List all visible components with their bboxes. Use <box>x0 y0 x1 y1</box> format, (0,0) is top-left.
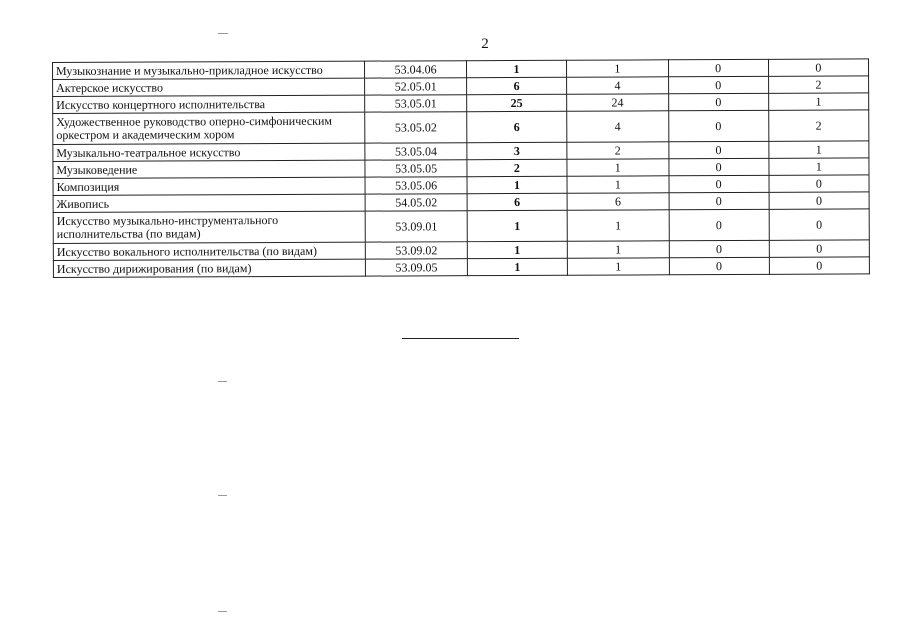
cell-col-b: 0 <box>669 240 769 257</box>
table-row <box>53 257 869 278</box>
cell-code: 53.05.06 <box>365 177 466 194</box>
cell-total: 1 <box>467 258 567 275</box>
cell-code: 53.05.05 <box>365 160 466 177</box>
cell-col-a: 4 <box>567 111 668 142</box>
cell-name: Живопись <box>53 194 366 212</box>
scan-mark <box>218 611 227 612</box>
cell-col-c: 1 <box>769 158 869 175</box>
cell-total: 6 <box>467 193 567 210</box>
scan-mark <box>218 33 228 34</box>
cell-col-c: 2 <box>768 110 868 141</box>
specialties-table <box>52 58 870 278</box>
cell-col-a: 24 <box>567 94 668 111</box>
cell-col-b: 0 <box>669 192 769 209</box>
cell-name: Актерское искусство <box>53 78 366 96</box>
cell-col-a: 1 <box>567 159 668 176</box>
cell-name: Музыкознание и музыкально-прикладное искусство <box>53 61 366 79</box>
cell-total: 1 <box>467 176 567 193</box>
scan-mark <box>218 381 227 382</box>
cell-col-a: 1 <box>567 60 668 77</box>
cell-col-a: 1 <box>567 210 668 241</box>
cell-col-b: 0 <box>669 175 769 192</box>
cell-total: 6 <box>466 111 567 142</box>
cell-code: 53.09.02 <box>366 242 467 259</box>
cell-name: Музыкально-театральное искусство <box>53 143 366 161</box>
cell-col-b: 0 <box>669 209 769 240</box>
scan-mark <box>218 495 227 496</box>
cell-col-a: 2 <box>567 142 668 159</box>
cell-col-c: 2 <box>768 76 868 93</box>
cell-name: Музыковедение <box>53 160 366 178</box>
cell-col-b: 0 <box>668 59 768 76</box>
cell-col-c: 1 <box>768 93 868 110</box>
cell-total: 2 <box>467 159 567 176</box>
cell-code: 53.04.06 <box>365 61 466 78</box>
table-row <box>53 110 869 145</box>
cell-col-a: 1 <box>567 176 668 193</box>
cell-total: 1 <box>467 210 568 241</box>
cell-code: 53.05.04 <box>365 143 466 160</box>
cell-col-b: 0 <box>669 257 769 274</box>
end-rule <box>402 338 519 339</box>
cell-col-b: 0 <box>668 158 768 175</box>
cell-col-b: 0 <box>668 110 768 141</box>
cell-code: 53.09.05 <box>366 259 467 276</box>
cell-total: 3 <box>467 142 567 159</box>
cell-name: Искусство дирижирования (по видам) <box>53 259 366 277</box>
cell-col-c: 1 <box>769 141 869 158</box>
cell-total: 1 <box>467 241 567 258</box>
cell-code: 53.05.01 <box>365 95 466 112</box>
cell-total: 25 <box>466 94 566 111</box>
cell-name: Искусство музыкально-инструментального исполнительства (по видам) <box>53 211 366 243</box>
cell-code: 52.05.01 <box>365 78 466 95</box>
cell-code: 54.05.02 <box>366 194 467 211</box>
cell-col-c: 0 <box>769 240 869 257</box>
table-body <box>53 59 870 278</box>
cell-name: Композиция <box>53 177 366 195</box>
page-number: 2 <box>481 36 489 52</box>
cell-col-c: 0 <box>768 59 868 76</box>
cell-total: 1 <box>466 60 566 77</box>
cell-code: 53.09.01 <box>366 211 467 242</box>
cell-col-c: 0 <box>769 257 869 274</box>
cell-col-a: 1 <box>568 258 669 275</box>
cell-total: 6 <box>466 77 566 94</box>
cell-col-b: 0 <box>668 76 768 93</box>
cell-code: 53.05.02 <box>365 112 466 143</box>
cell-name: Искусство вокального исполнительства (по видам) <box>53 242 366 260</box>
cell-col-a: 1 <box>567 241 668 258</box>
cell-name: Художественное руководство оперно-симфоническим оркестром и академическим хором <box>53 112 366 144</box>
cell-col-b: 0 <box>668 93 768 110</box>
cell-col-b: 0 <box>668 141 768 158</box>
table-row <box>53 209 869 244</box>
cell-col-a: 6 <box>567 193 668 210</box>
cell-col-c: 0 <box>769 209 869 240</box>
cell-col-c: 0 <box>769 175 869 192</box>
cell-col-c: 0 <box>769 192 869 209</box>
cell-col-a: 4 <box>567 77 668 94</box>
cell-name: Искусство концертного исполнительства <box>53 95 366 113</box>
